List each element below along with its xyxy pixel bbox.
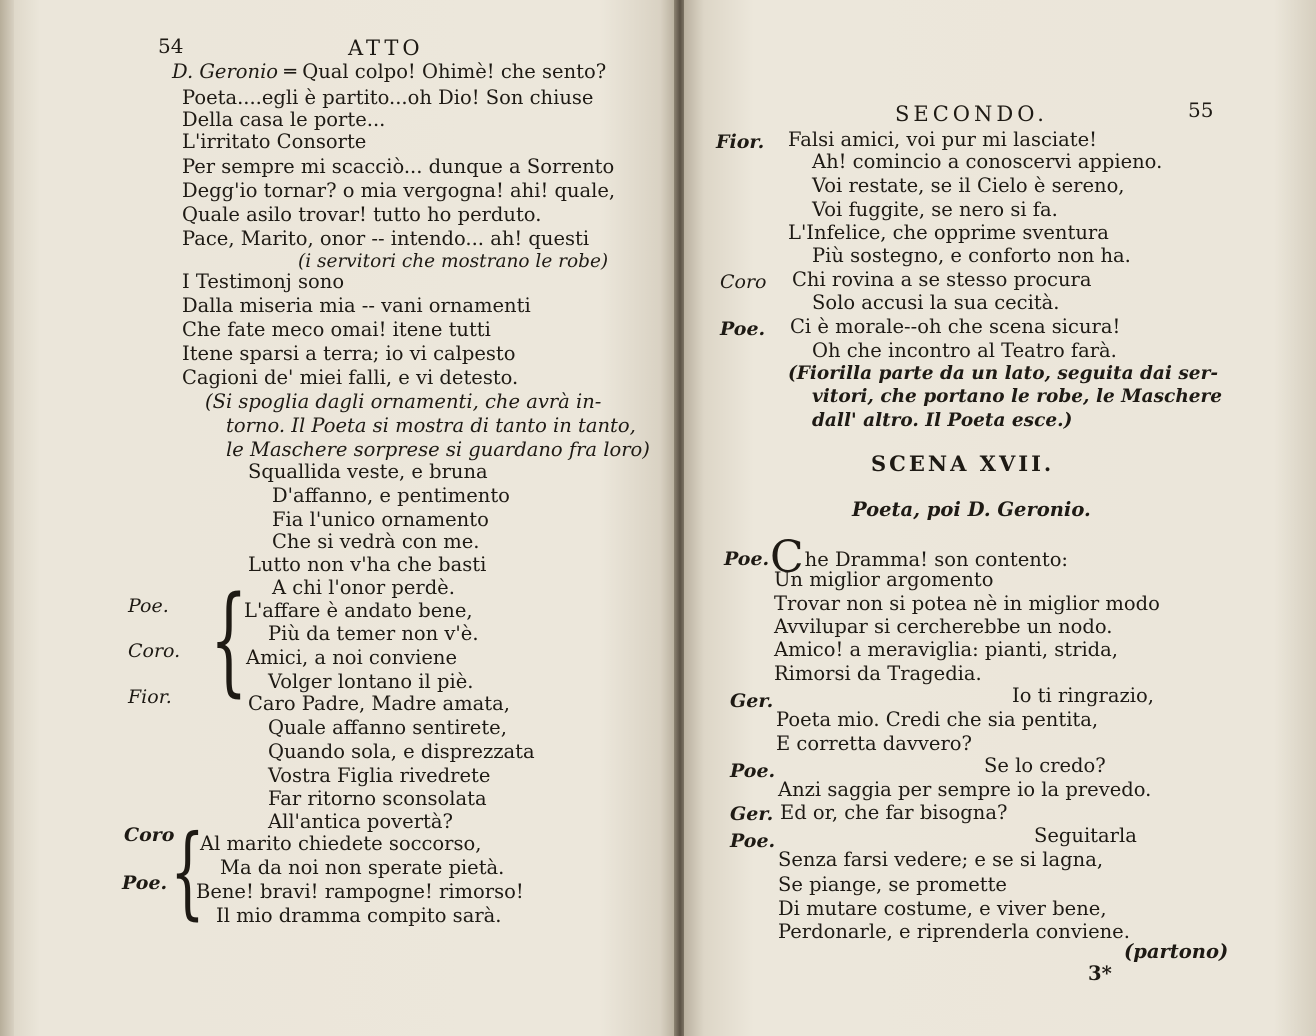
stage-direction: le Maschere sorprese si guardano fra loro): [226, 438, 650, 461]
speaker-label: Fior.: [716, 131, 765, 153]
speaker-label: Poe.: [730, 760, 776, 782]
text-line: L'Infelice, che opprime sventura: [788, 221, 1109, 244]
text-line: Se piange, se promette: [778, 873, 1007, 896]
text-line: E corretta davvero?: [776, 732, 972, 755]
speaker-label: Poe.: [122, 872, 168, 894]
speaker-label: Coro.: [128, 640, 181, 662]
text-line: Di mutare costume, e viver bene,: [778, 897, 1107, 920]
stage-direction: vitori, che portano le robe, le Maschere: [812, 386, 1223, 407]
text-line: Perdonarle, e riprenderla conviene.: [778, 920, 1130, 943]
text-line: Trovar non si potea nè in miglior modo: [774, 592, 1160, 615]
brace-bracket: {: [210, 570, 248, 708]
text-line: Oh che incontro al Teatro farà.: [812, 339, 1117, 362]
text-line: Che fate meco omai! itene tutti: [182, 318, 491, 341]
text-line: Voi restate, se il Cielo è sereno,: [812, 174, 1125, 197]
text-line: Amici, a noi conviene: [246, 646, 458, 669]
text-line: L'affare è andato bene,: [244, 599, 473, 622]
scene-title: SCENA XVII.: [871, 451, 1055, 476]
speaker-label: Coro: [124, 824, 175, 846]
stage-direction: torno. Il Poeta si mostra di tanto in tanto,: [226, 414, 636, 437]
text-line: Chi rovina a se stesso procura: [792, 268, 1092, 291]
text-line: Se lo credo?: [984, 754, 1106, 777]
text-line: Quale asilo trovar! tutto ho perduto.: [182, 203, 542, 226]
running-head: SECONDO.: [895, 102, 1048, 126]
text-line: Un miglior argomento: [774, 568, 994, 591]
text-line: Il mio dramma compito sarà.: [216, 904, 502, 927]
speaker-label: Coro: [720, 271, 767, 293]
scene-characters: Poeta, poi D. Geronio.: [852, 498, 1091, 521]
text-line: Della casa le porte...: [182, 108, 386, 131]
text-line: Lutto non v'ha che basti: [248, 553, 487, 576]
text-line: Rimorsi da Tragedia.: [774, 662, 982, 685]
right-page: [684, 0, 1316, 1036]
text-line: Per sempre mi scacciò... dunque a Sorrento: [182, 155, 615, 178]
drop-cap: C: [770, 532, 804, 583]
text-line: Quale affanno sentirete,: [268, 716, 507, 739]
text-line: All'antica povertà?: [268, 810, 453, 833]
text-line: Ci è morale--oh che scena sicura!: [790, 315, 1121, 338]
text-line: [172, 60, 606, 84]
stage-direction: (Fiorilla parte da un lato, seguita dai ser-: [788, 363, 1218, 384]
speaker-label: Poe.: [128, 595, 169, 617]
page-number: 55: [1188, 98, 1214, 122]
text-line: Che si vedrà con me.: [272, 530, 480, 553]
brace-bracket: {: [170, 813, 205, 930]
line-remainder: he Dramma! son contento:: [804, 548, 1068, 571]
text-line: A chi l'onor perdè.: [272, 576, 455, 599]
text-line: Poeta....egli è partito...oh Dio! Son chiuse: [182, 86, 594, 109]
speaker-label: Ger.: [730, 803, 774, 825]
text-line: Più sostegno, e conforto non ha.: [812, 244, 1131, 267]
signature-mark: 3*: [1088, 962, 1112, 985]
text-line: Dalla miseria mia -- vani ornamenti: [182, 294, 531, 317]
stage-direction: (i servitori che mostrano le robe): [298, 251, 609, 272]
page-number: 54: [158, 34, 184, 58]
stage-direction: (Si spoglia dagli ornamenti, che avrà in-: [205, 390, 602, 413]
text-line: Falsi amici, voi pur mi lasciate!: [788, 128, 1097, 151]
text-line: Volger lontano il piè.: [268, 670, 474, 693]
text-line: Anzi saggia per sempre io la prevedo.: [778, 778, 1152, 801]
text-line: Far ritorno sconsolata: [268, 787, 487, 810]
text-line: Caro Padre, Madre amata,: [248, 692, 510, 715]
speaker-inline: D. Geronio: [172, 60, 279, 83]
text-line: Voi fuggite, se nero si fa.: [812, 198, 1058, 221]
speaker-label: Fior.: [128, 686, 172, 708]
running-head: ATTO: [348, 36, 424, 60]
text-line: Amico! a meraviglia: pianti, strida,: [774, 638, 1118, 661]
page-edge: [0, 0, 14, 1036]
text-line: Al marito chiedete soccorso,: [200, 832, 482, 855]
text-line: Quando sola, e disprezzata: [268, 740, 535, 763]
speaker-label: Poe.: [720, 318, 766, 340]
text-line: Io ti ringrazio,: [1012, 684, 1154, 707]
text-line: Ed or, che far bisogna?: [780, 801, 1008, 824]
text-line: Solo accusi la sua cecità.: [812, 291, 1060, 314]
text-line: Vostra Figlia rivedrete: [268, 764, 491, 787]
text-line: Senza farsi vedere; e se si lagna,: [778, 848, 1104, 871]
text-line: Più da temer non v'è.: [268, 622, 479, 645]
text-line: Fia l'unico ornamento: [272, 508, 489, 531]
text-line: Pace, Marito, onor -- intendo... ah! questi: [182, 227, 590, 250]
text-line: Bene! bravi! rampogne! rimorso!: [196, 880, 524, 903]
text-line: Itene sparsi a terra; io vi calpesto: [182, 342, 516, 365]
text-line: I Testimonj sono: [182, 270, 345, 293]
speaker-label: Poe.: [724, 548, 770, 570]
text-line: L'irritato Consorte: [182, 130, 367, 153]
stage-direction: dall' altro. Il Poeta esce.): [812, 410, 1073, 431]
text-line: Cagioni de' miei falli, e vi detesto.: [182, 366, 519, 389]
text-line: Avvilupar si cercherebbe un nodo.: [774, 615, 1113, 638]
line-remainder: ═ Qual colpo! Ohimè! che sento?: [284, 60, 607, 83]
text-line: Poeta mio. Credi che sia pentita,: [776, 708, 1099, 731]
text-line: Ah! comincio a conoscervi appieno.: [812, 150, 1163, 173]
text-line: D'affanno, e pentimento: [272, 484, 510, 507]
text-line: Seguitarla: [1034, 824, 1137, 847]
text-line: Squallida veste, e bruna: [248, 460, 488, 483]
stage-direction: (partono): [1124, 940, 1229, 963]
text-line: Ma da noi non sperate pietà.: [220, 856, 505, 879]
speaker-label: Ger.: [730, 690, 774, 712]
speaker-label: Poe.: [730, 830, 776, 852]
text-line: Degg'io tornar? o mia vergogna! ahi! quale,: [182, 179, 616, 202]
